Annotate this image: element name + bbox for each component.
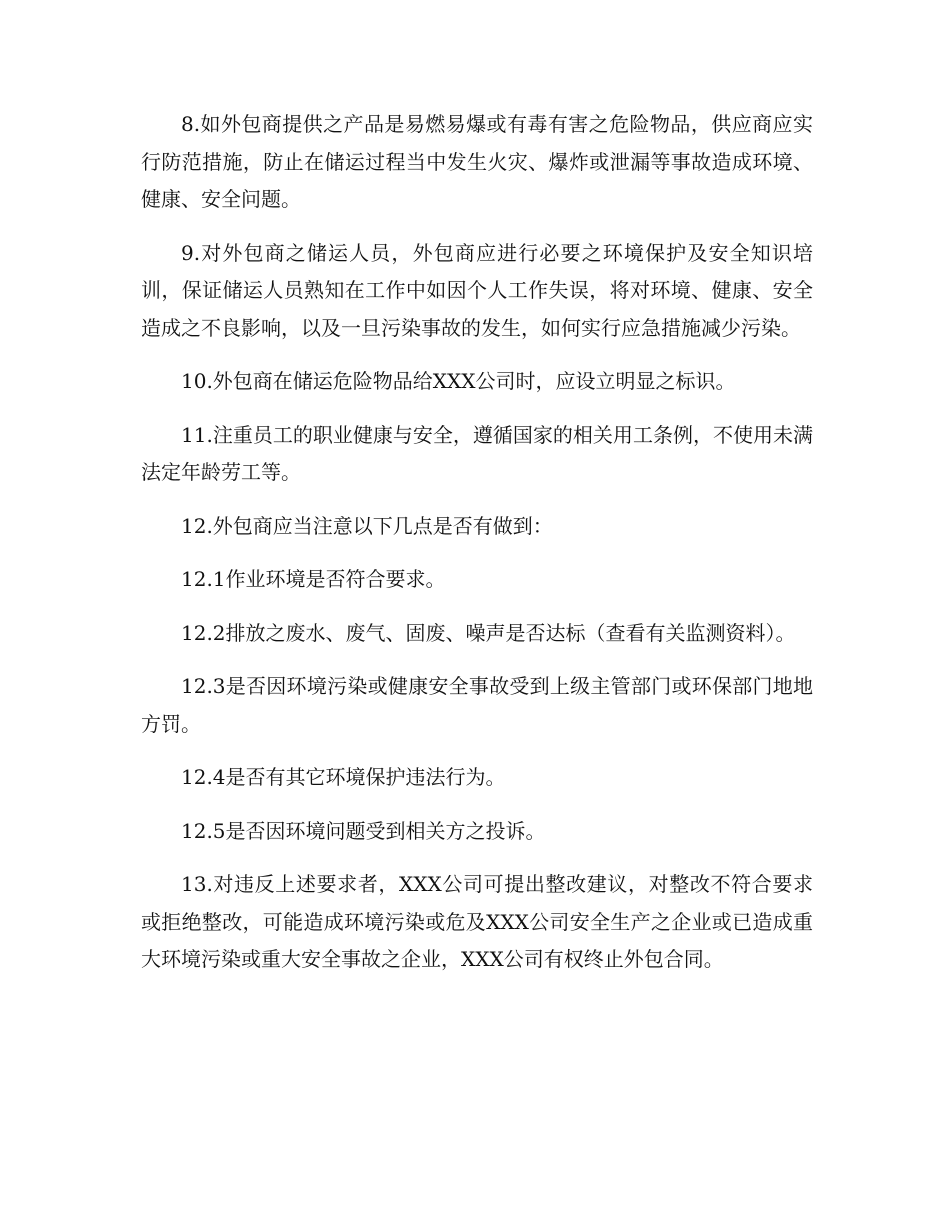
paragraph-12-4: 12.4是否有其它环境保护违法行为。 — [181, 765, 506, 789]
paragraph-9: 9.对外包商之储运人员，外包商应进行必要之环境保护及安全知识培训，保证储运人员熟知在工作中如因个人工作失误，将对环境、健康、安全造成之不良影响，以及一旦污染事故的发生，如何实行应急措施减少污染。 — [141, 240, 813, 340]
paragraph-11: 11.注重员工的职业健康与安全，遵循国家的相关用工条例，不使用未满法定年龄劳工等。 — [141, 422, 813, 484]
paragraph-12-2: 12.2排放之废水、废气、固废、噪声是否达标（查看有关监测资料）。 — [181, 620, 796, 645]
paragraph-12-1: 12.1作业环境是否符合要求。 — [181, 567, 446, 591]
paragraph-12-3: 12.3是否因环境污染或健康安全事故受到上级主管部门或环保部门地地方罚。 — [141, 674, 813, 736]
paragraph-12: 12.外包商应当注意以下几点是否有做到： — [181, 513, 553, 538]
paragraph-12-5: 12.5是否因环境问题受到相关方之投诉。 — [181, 818, 546, 843]
paragraph-8: 8.如外包商提供之产品是易燃易爆或有毒有害之危险物品，供应商应实行防范措施，防止在储运过程当中发生火灾、爆炸或泄漏等事故造成环境、健康、安全问题。 — [141, 112, 813, 211]
document-page — [141, 106, 813, 995]
paragraph-10: 10.外包商在储运危险物品给XXX公司时，应设立明显之标识。 — [181, 369, 736, 393]
paragraph-13: 13.对违反上述要求者，XXX公司可提出整改建议，对整改不符合要求或拒绝整改，可能造成环境污染或危及XXX公司安全生产之企业或已造成重大环境污染或重大安全事故之企业，XXX公司有权终止外包合同。 — [141, 872, 813, 971]
